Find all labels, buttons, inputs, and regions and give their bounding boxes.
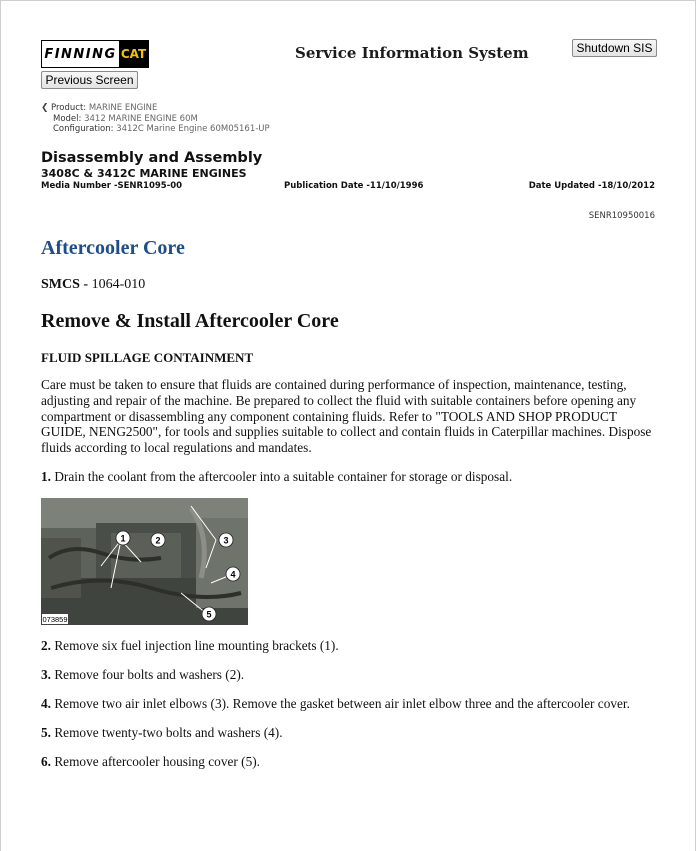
logo-text: FINNING <box>44 46 117 62</box>
step-number: 6. <box>41 754 51 769</box>
smcs-label: SMCS - <box>41 277 89 292</box>
containment-paragraph: Care must be taken to ensure that fluids are contained during performance of inspection, maintenance, testing, adjusting and repair of the machine. Be prepared to collect the fluid with suitable containers before opening any compartment or disassembling any component containing fluids. Refer to "TOOLS AND SHOP PRODUCT GUIDE, NENG2500", for tools and supplies suitable to collect and contain fluids in Caterpillar machines. Dispose fluids according to local regulations and mandates. <box>41 377 652 456</box>
photo-callout-3: 3 <box>223 535 229 546</box>
step-text: Remove twenty-two bolts and washers (4). <box>54 725 283 740</box>
step-number: 3. <box>41 667 51 682</box>
step-1 <box>41 469 512 485</box>
photo-callout-1: 1 <box>120 533 126 544</box>
step-text: Remove four bolts and washers (2). <box>54 667 245 682</box>
step-text: Remove aftercooler housing cover (5). <box>54 754 260 769</box>
product-value: MARINE ENGINE <box>88 103 158 113</box>
step-number: 1. <box>41 469 51 484</box>
configuration-value: 3412C Marine Engine 60M05161-UP <box>116 124 270 134</box>
smcs-value: 1064-010 <box>91 277 146 292</box>
media-number: Media Number -SENR1095-00 <box>41 181 183 191</box>
product-label: Product: <box>51 103 87 113</box>
photo-callout-4: 4 <box>230 569 236 580</box>
previous-screen-button[interactable]: Previous Screen <box>41 71 138 89</box>
step-number: 5. <box>41 725 51 740</box>
shutdown-sis-button[interactable]: Shutdown SIS <box>572 39 657 57</box>
containment-heading: FLUID SPILLAGE CONTAINMENT <box>41 350 254 365</box>
step-number: 2. <box>41 638 51 653</box>
step-6 <box>41 754 260 770</box>
model-value: 3412 MARINE ENGINE 60M <box>84 113 198 124</box>
document-engines: 3408C & 3412C MARINE ENGINES <box>41 167 247 180</box>
step-text: Remove six fuel injection line mounting brackets (1). <box>54 638 339 653</box>
photo-callout-2: 2 <box>155 535 161 546</box>
photo-image-id: 073859 <box>42 615 68 624</box>
step-4 <box>41 696 630 712</box>
document-category: Disassembly and Assembly <box>41 150 263 166</box>
engine-photo <box>41 498 248 625</box>
date-updated: Date Updated -18/10/2012 <box>528 181 655 191</box>
product-info <box>41 103 270 135</box>
finning-cat-logo <box>41 40 149 68</box>
system-title: Service Information System <box>295 44 529 62</box>
chevron-left-icon[interactable]: ❮ <box>41 103 49 113</box>
model-label: Model: <box>53 113 82 124</box>
procedure-title: Remove & Install Aftercooler Core <box>41 310 339 332</box>
step-number: 4. <box>41 696 51 711</box>
step-2 <box>41 638 339 654</box>
cat-badge: CAT <box>119 41 148 67</box>
publication-date: Publication Date -11/10/1996 <box>284 181 424 191</box>
configuration-label: Configuration: <box>53 124 114 134</box>
step-3 <box>41 667 244 683</box>
page-title: Aftercooler Core <box>41 237 185 259</box>
smcs-code <box>41 277 145 293</box>
step-5 <box>41 725 283 741</box>
step-text: Remove two air inlet elbows (3). Remove the gasket between air inlet elbow three and the aftercooler cover. <box>54 696 630 711</box>
photo-callout-5: 5 <box>206 609 212 620</box>
document-id: SENR10950016 <box>588 211 655 221</box>
step-text: Drain the coolant from the aftercooler into a suitable container for storage or disposal. <box>54 469 513 484</box>
